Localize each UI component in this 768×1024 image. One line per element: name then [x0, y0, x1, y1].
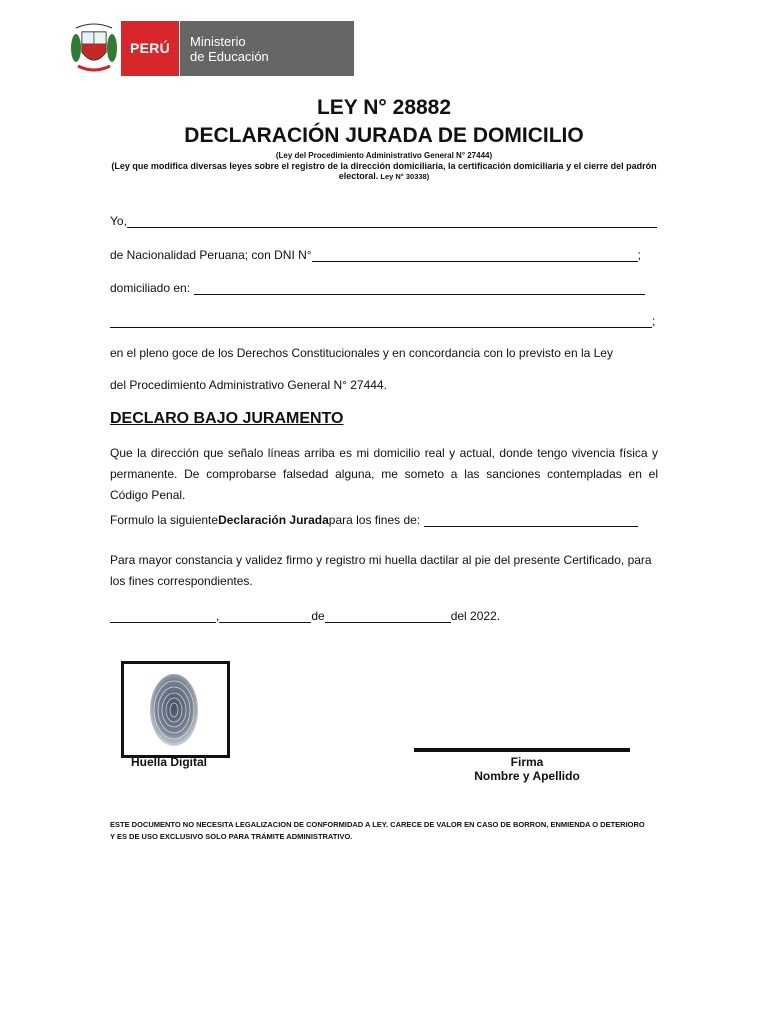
yo-row [110, 214, 657, 228]
day-field[interactable] [219, 610, 311, 623]
place-field[interactable] [110, 610, 216, 623]
domicilio-semicolon: ; [652, 314, 656, 328]
law-subtitle-2-tail: Ley N° 30338) [378, 172, 430, 181]
date-de: de [311, 609, 325, 623]
peru-coat-of-arms-icon [70, 22, 118, 74]
declaro-paragraph: Que la dirección que señalo líneas arriba es mi domicilio real y actual, donde tengo vivencia física y permanente. De comprobarse falsedad alguna, me someto a las sanciones contempladas en el Código Penal. [110, 446, 658, 502]
fingerprint-box [121, 661, 230, 758]
date-year: del 2022. [450, 609, 501, 623]
dni-semicolon: ; [637, 248, 641, 262]
declaro-heading: DECLARO BAJO JURAMENTO [110, 410, 344, 427]
yo-field[interactable] [127, 215, 657, 228]
domicilio-field-2[interactable] [110, 315, 652, 328]
huella-label: Huella Digital [130, 755, 207, 769]
signature-line[interactable] [414, 748, 630, 752]
domiciliado-label: domiciliado en: [110, 281, 191, 295]
formulo-suffix: para los fines de: [328, 513, 421, 527]
fingerprint-icon [124, 664, 227, 755]
law-subtitle-2-main: (Ley que modifica diversas leyes sobre el registro de la dirección domiciliaria, la certificación domiciliaria y el cierre del padrón electoral. [111, 161, 657, 181]
ministerio-brand-box [180, 21, 354, 76]
yo-label: Yo, [110, 214, 127, 228]
domicilio-field[interactable] [194, 282, 645, 295]
fines-field[interactable] [424, 514, 638, 527]
formulo-row [110, 513, 638, 527]
pleno-goce-line1: en el pleno goce de los Derechos Constitucionales y en concordancia con lo previsto en la Ley [110, 346, 613, 360]
law-title: LEY N° 28882 [316, 96, 452, 119]
constancia-paragraph: Para mayor constancia y validez firmo y registro mi huella dactilar al pie del presente Certificado, para los fines correspondientes. [110, 553, 652, 588]
dni-field[interactable] [312, 249, 638, 262]
nacionalidad-row [110, 248, 641, 262]
firma-label: Firma [510, 755, 544, 769]
formulo-prefix: Formulo la siguiente [110, 513, 219, 527]
domicilio-continuation-row [110, 314, 655, 328]
peru-label: PERÚ [129, 40, 171, 56]
domiciliado-row [110, 281, 645, 295]
law-subtitle-2 [100, 161, 668, 182]
law-subtitle-1: (Ley del Procedimiento Administrativo General N° 27444) [275, 151, 493, 160]
nacionalidad-label: de Nacionalidad Peruana; con DNI N° [110, 248, 312, 262]
date-comma: , [216, 609, 220, 623]
ministerio-line2: de Educación [190, 49, 269, 64]
document-title: DECLARACIÓN JURADA DE DOMICILIO [184, 124, 584, 147]
ministerio-line1: Ministerio [190, 34, 246, 49]
footer-note: ESTE DOCUMENTO NO NECESITA LEGALIZACION DE CONFORMIDAD A LEY. CARECE DE VALOR EN CASO DE BORRON, ENMIENDA O DETERIORO Y ES DE USO EXCLUSIVO SOLO PARA TRÁMITE ADMINISTRATIVO. [110, 820, 645, 841]
date-row [110, 609, 500, 623]
pleno-goce-line2: del Procedimiento Administrativo General N° 27444. [110, 378, 387, 392]
nombre-label: Nombre y Apellido [474, 769, 580, 783]
peru-brand-box [121, 21, 179, 76]
formulo-bold: Declaración Jurada [218, 513, 329, 527]
month-field[interactable] [325, 610, 451, 623]
